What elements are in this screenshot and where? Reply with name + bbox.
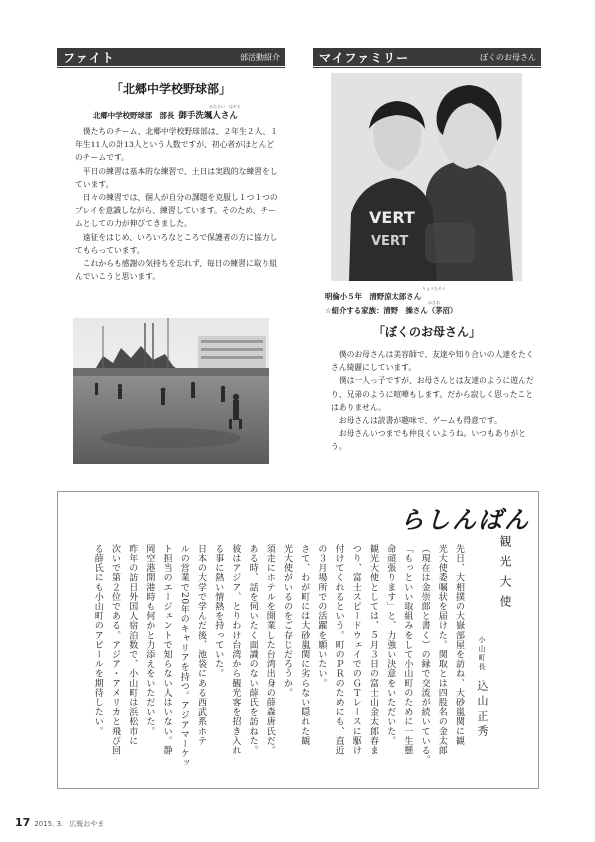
column-line: 「もっといい取組みをして小山町のために一生懸 (402, 544, 413, 756)
column-line: 命頑張ります」と、力強い決意をいただいた。 (385, 544, 396, 746)
author-name: 御手洗颯人さん (178, 111, 238, 121)
column-line: ある時、話を伺いたく面識のない薛氏を訪ねた。 (247, 544, 258, 756)
section-header-subtitle: 部活動紹介 (240, 53, 280, 62)
column-line: 光大使委嘱状を届けた。関取とは四股名の金太郎 (436, 544, 447, 756)
photo-caption-family: ☆紹介する家族：清野 操さん（茅沼） (325, 306, 458, 315)
column-line: ト担当のエージェントで知らない人はいない。静 (161, 544, 172, 756)
column-line: 次いで第２位である。アジア・アメリカと飛び回 (110, 544, 120, 756)
author-name-ruby: みたらい はやと (209, 104, 241, 109)
publication-name: 広報おやま (69, 820, 105, 828)
paragraph: 平日の練習は基本的な練習で、土日は実践的な練習をしています。 (75, 166, 278, 189)
paragraph: お母さんいつまでも仲良くいようね。いつもありがとう。 (331, 429, 526, 452)
shirt-print: VERT (371, 234, 409, 249)
column-line: 付けてくれるという。町のＰＲのためにも、直近 (333, 544, 344, 756)
article-body-left (75, 125, 281, 283)
column-logo: らしんばん (400, 505, 530, 534)
column-author-name: 込山正秀 (476, 680, 489, 740)
paragraph: 日々の練習では、個人が自分の課題を克服し１つ１つのプレイを意識しながら、練習しています。そのため、チームとしての力が伸びてきました。 (75, 193, 278, 229)
article-body-right (331, 348, 539, 454)
page-number: 17 (15, 816, 31, 829)
paragraph: 僕のお母さんは美容師で、友達や知り合いの人達をたくさん綺麗にしています。 (331, 350, 534, 373)
column-line: る薛氏にも小山町のアピールを期待したい。 (92, 544, 103, 736)
caption-ruby: りょうたろう (422, 286, 446, 291)
column-line: の３月場所での活躍を願いたい。 (316, 544, 327, 688)
column-line: る事に熱い情熱を持っていた。 (213, 544, 224, 679)
column-line: 昨年の訪日外国人宿泊数で、小山町は浜松市に (127, 544, 138, 746)
column-line: 岡空港開港時も何かと力添えをいただいた。 (144, 544, 155, 736)
article-title-left: 「北郷中学校野球部」 (110, 82, 231, 96)
column-line: 彼はアジア、とりわけ台湾から観光客を招き入れ (230, 544, 241, 756)
author-prefix: 北郷中学校野球部 部長 (93, 111, 175, 120)
shirt-print: VERT (369, 208, 415, 227)
section-header-title: マイファミリー (319, 51, 410, 65)
header-rule (57, 67, 285, 68)
paragraph: お母さんは読書が趣味で、ゲームも得意です。 (338, 416, 502, 426)
author-line-left (93, 109, 238, 121)
section-header-subtitle: ぼくのお母さん (480, 53, 536, 62)
section-header-fight (57, 48, 285, 66)
family-portrait-photo (331, 73, 522, 281)
column-line: 光大使がいるのをご存じだろうか。 (282, 544, 292, 698)
column-author-role: 小山町長 (478, 636, 486, 672)
section-header-title: ファイト (63, 51, 115, 65)
column-line: ルの営業で20年のキャリアを持つ。アジアマーケッ (178, 544, 189, 768)
issue-date: 2015. 3. (34, 820, 64, 828)
photo-caption-student: 明倫小５年 清野涼太郎さん (325, 292, 422, 301)
column-line: さて、わが町には大砂嵐関に劣らない隠れた観 (299, 544, 310, 746)
page-footer (15, 816, 104, 829)
column-title: 観光大使 (498, 535, 512, 615)
paragraph: これからも感謝の気持ちを忘れず、毎日の練習に取り組んでいこうと思います。 (75, 259, 278, 282)
paragraph: 遠征をはじめ、いろいろなところで保護者の方に協力してもらっています。 (75, 232, 278, 255)
article-title-right: 「ぼくのお母さん」 (372, 325, 481, 339)
header-rule (313, 67, 541, 68)
column-line: つり、富士スピードウェイでのＧＴレースに駆け (350, 544, 361, 756)
column-line: 先日、大相撲の大嶽部屋を訪ね、大砂嵐関に観 (454, 544, 464, 746)
column-line: 日本の大学で学んだ後、池袋にある西武系ホテ (196, 544, 206, 746)
column-line: （現在は金崇郎と書く）の縁で交流が続いている。 (419, 544, 430, 765)
column-line: 観光大使としては、５月３日の富士山金太郎春ま (368, 544, 378, 756)
section-header-my-family (313, 48, 541, 66)
caption-ruby: みさお (428, 300, 440, 305)
paragraph: 僕たちのチーム、北郷中学校野球部は、２年生２人、１年生11人の計13人という人数ですが、初心者がほとんどのチームです。 (75, 127, 278, 163)
paragraph: 僕は一人っ子ですが、お母さんとは友達のように遊んだり、兄弟のように喧嘩もします。だから寂しく思ったことはありません。 (331, 376, 534, 412)
column-line: 須走にホテルを開業した台湾出身の薛森唐氏だ。 (264, 544, 275, 756)
baseball-practice-photo (73, 318, 269, 464)
